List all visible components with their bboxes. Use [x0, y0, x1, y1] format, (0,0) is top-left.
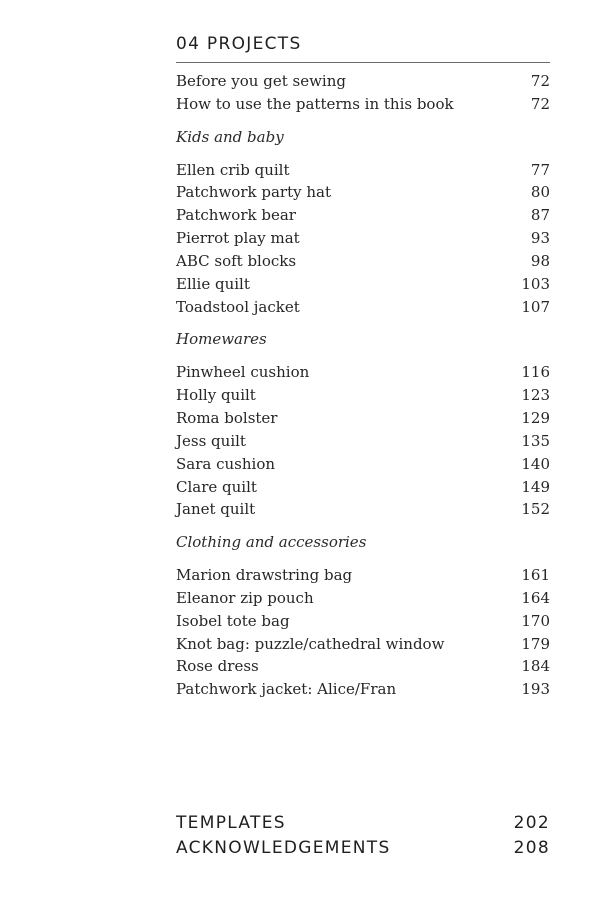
toc-entry[interactable] — [176, 159, 550, 182]
toc-entry[interactable] — [176, 655, 550, 678]
toc-entry[interactable] — [176, 430, 550, 453]
toc-entry-title: ACKNOWLEDGEMENTS — [176, 838, 391, 858]
toc-entry-title: Marion drawstring bag — [176, 566, 353, 585]
toc-entry-title: Jess quilt — [176, 431, 246, 450]
toc-entry-title: Ellie quilt — [176, 274, 250, 293]
toc-entry-title: Toadstool jacket — [176, 297, 300, 316]
toc-entry-page: 77 — [530, 160, 550, 179]
toc-entry-page: 135 — [521, 431, 550, 450]
toc-entry-title: Pierrot play mat — [176, 229, 300, 248]
toc-entry[interactable] — [176, 361, 550, 384]
toc-entry-title: Pinwheel cushion — [176, 363, 310, 382]
toc-entry[interactable] — [176, 564, 550, 587]
toc-entry[interactable] — [176, 93, 550, 116]
toc-entry-page: 87 — [530, 206, 550, 225]
toc-entry-page: 149 — [521, 477, 550, 496]
toc-entry[interactable] — [176, 453, 550, 476]
toc-entry-page: 129 — [521, 408, 550, 427]
toc-entry-title: Knot bag: puzzle/cathedral window — [176, 634, 445, 653]
toc-entry-title: Ellen crib quilt — [176, 160, 290, 179]
toc-entry[interactable] — [176, 587, 550, 610]
toc-entry[interactable] — [176, 498, 550, 521]
group-heading-clothing-and-accessories: Clothing and accessories — [176, 533, 367, 552]
toc-entry-page: 164 — [521, 588, 550, 607]
toc-entry-page: 98 — [530, 251, 550, 270]
toc-entry-page: 103 — [521, 274, 550, 293]
toc-entry-page: 208 — [513, 838, 550, 858]
toc-entry-page: 72 — [530, 72, 550, 90]
toc-entry-title: Holly quilt — [176, 386, 256, 405]
group-heading-homewares: Homewares — [176, 330, 267, 349]
toc-entry-title: Janet quilt — [176, 500, 256, 519]
toc-entry-templates[interactable] — [176, 811, 550, 836]
toc-entry-page: 107 — [521, 297, 550, 316]
toc-entry[interactable] — [176, 227, 550, 250]
toc-entry[interactable] — [176, 384, 550, 407]
toc-entry-page: 179 — [521, 634, 550, 653]
toc-entry-page: 184 — [521, 657, 550, 676]
toc-entry[interactable] — [176, 678, 550, 701]
toc-entry-title: Patchwork party hat — [176, 183, 331, 202]
toc-entry[interactable] — [176, 610, 550, 633]
toc-entry[interactable] — [176, 407, 550, 430]
toc-entry[interactable] — [176, 204, 550, 227]
toc-entry[interactable] — [176, 250, 550, 273]
toc-entry-page: 161 — [521, 566, 550, 585]
toc-entry-page: 93 — [530, 229, 550, 248]
toc-entry[interactable] — [176, 476, 550, 499]
toc-entry-title: Sara cushion — [176, 454, 276, 473]
toc-entry-page: 152 — [521, 500, 550, 519]
section-title: 04 PROJECTS — [176, 34, 302, 54]
toc-entry-title: How to use the patterns in this book — [176, 94, 454, 113]
contents-page — [176, 0, 550, 899]
group-heading-kids-and-baby: Kids and baby — [176, 127, 284, 146]
toc-entry[interactable] — [176, 296, 550, 319]
toc-entry-page: 116 — [521, 363, 550, 382]
toc-entry-page: 202 — [513, 813, 550, 833]
toc-entry[interactable] — [176, 70, 550, 93]
toc-entry-page: 123 — [521, 386, 550, 405]
toc-entry-title: Eleanor zip pouch — [176, 588, 314, 607]
toc-entry-title: Patchwork jacket: Alice/Fran — [176, 680, 397, 699]
toc-entry-page: 140 — [521, 454, 550, 473]
toc-entry-title: Roma bolster — [176, 408, 278, 427]
toc-entry-title: Isobel tote bag — [176, 611, 290, 630]
toc-entry-title: Rose dress — [176, 657, 259, 676]
table-of-contents — [176, 70, 550, 701]
toc-entry-title: ABC soft blocks — [176, 251, 297, 270]
toc-entry[interactable] — [176, 181, 550, 204]
back-matter — [176, 811, 550, 861]
section-divider — [176, 62, 550, 63]
toc-entry-title: Patchwork bear — [176, 206, 296, 225]
toc-entry-page: 72 — [530, 94, 550, 113]
toc-entry[interactable] — [176, 633, 550, 656]
toc-entry-page: 170 — [521, 611, 550, 630]
toc-entry-acknowledgements[interactable] — [176, 836, 550, 861]
toc-entry-page: 193 — [521, 680, 550, 699]
toc-entry-title: Clare quilt — [176, 477, 257, 496]
toc-entry-title: Before you get sewing — [176, 72, 346, 90]
toc-entry-title: TEMPLATES — [176, 813, 286, 833]
toc-entry-page: 80 — [530, 183, 550, 202]
toc-entry[interactable] — [176, 273, 550, 296]
